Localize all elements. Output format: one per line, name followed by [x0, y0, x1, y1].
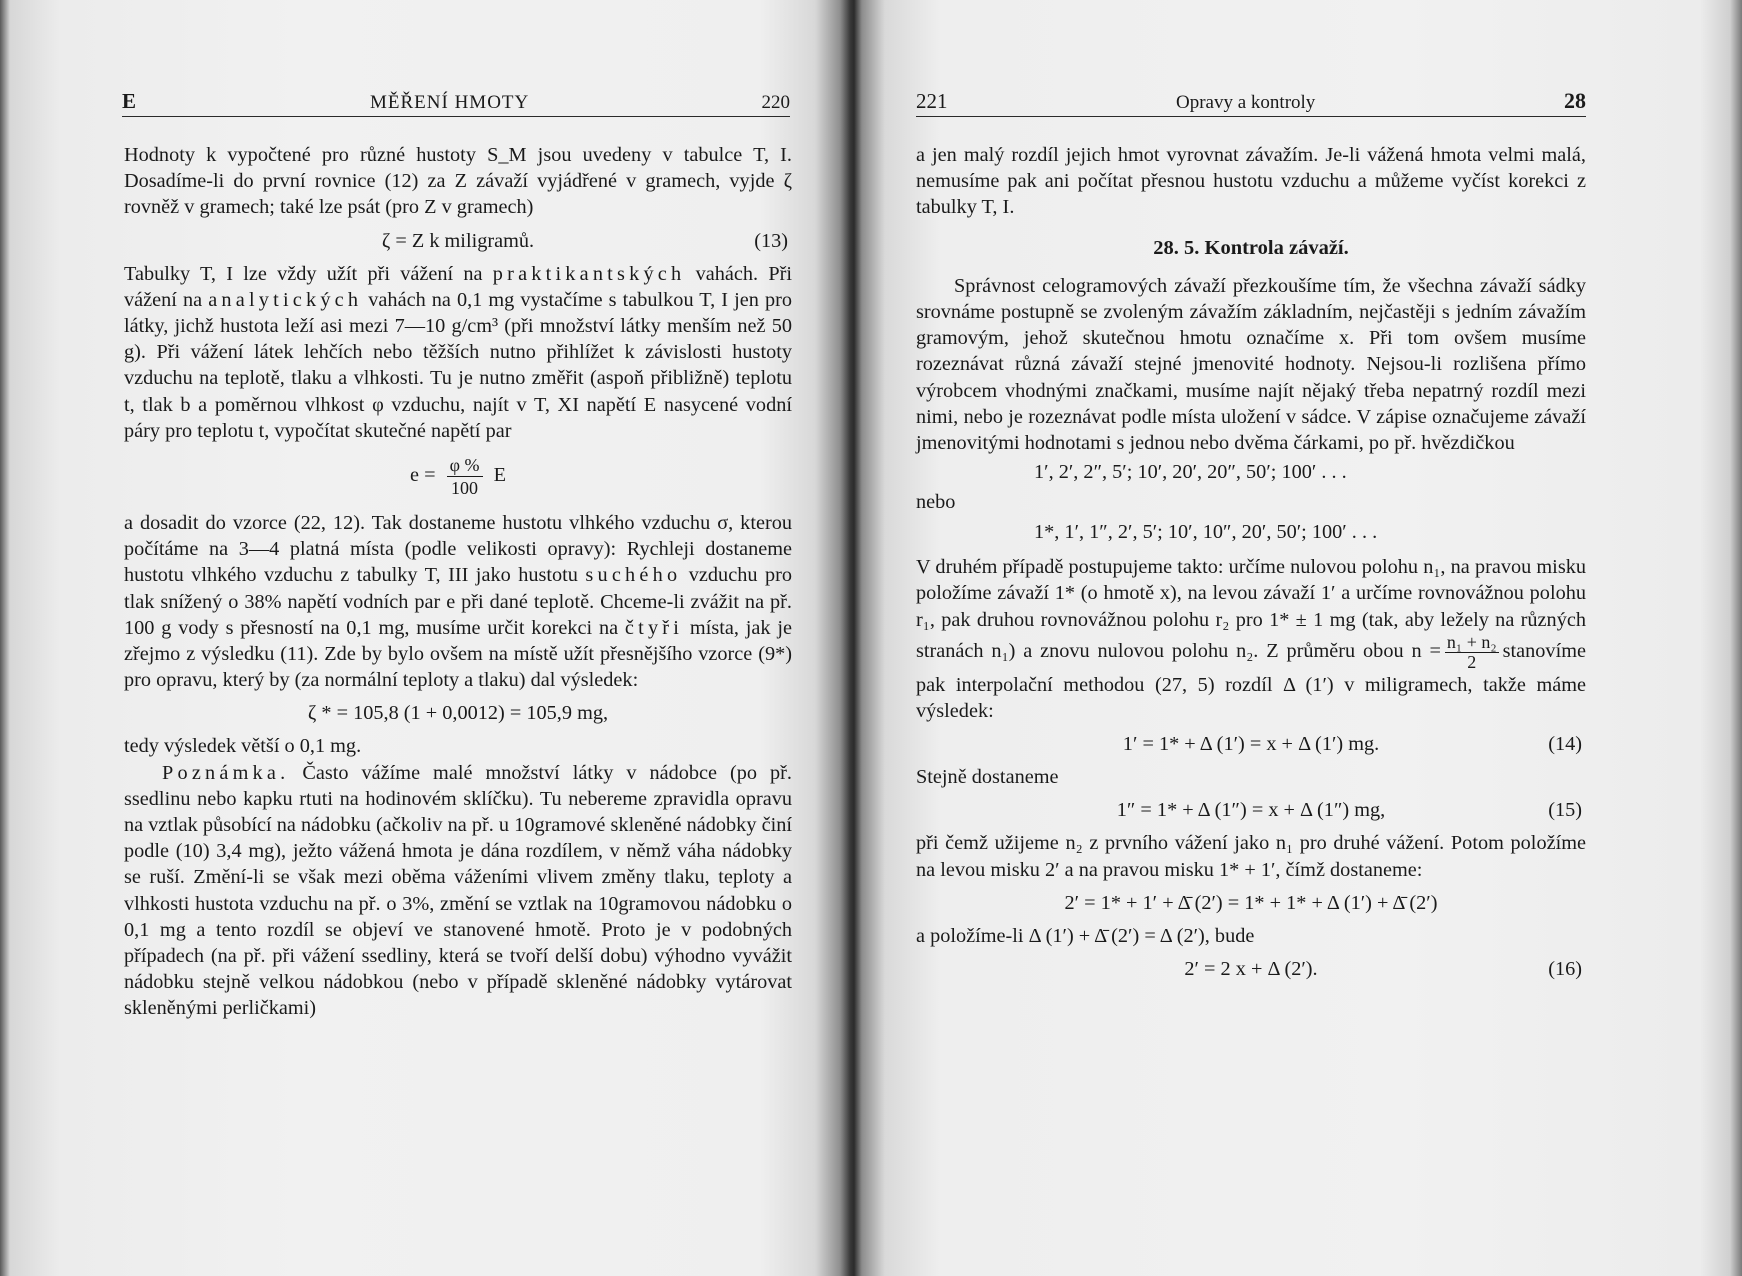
inline-fraction [1445, 633, 1499, 672]
equation-zeta [124, 699, 792, 727]
equation-text: 2′ = 2 x + Δ (2′). [1184, 958, 1318, 981]
fraction [447, 454, 483, 499]
equation-text: 1′ = 1* + Δ (1′) = x + Δ (1′) mg. [1122, 733, 1380, 756]
paragraph: při čemž užijeme n₂ z prvního vážení jako n₁ pro druhé vážení. Potom položíme na levou misku 2′ a na pravou misku 1* + 1′, čímž dostaneme: [916, 832, 1586, 881]
equation-14 [916, 730, 1586, 758]
equation-rhs: E [493, 464, 506, 487]
equation-13 [124, 227, 792, 255]
left-body-text [124, 142, 792, 1022]
text-run: V druhém případě postupujeme takto: určíme nulovou polohu n₁, na pravou misku položíme závaží 1* (o hmotě x), na levou závaží 1′ a určíme rovnovážnou polohu r₁, pak druhou rovnovážnou polohu r₂ pro 1* ± 1 mg (tak, aby ležely na různých stranách n₁) a znovu nulovou polohu n₂. Z průměru obou n = [916, 556, 1586, 662]
weight-list-1: 1′, 2′, 2″, 5′; 10′, 20′, 20″, 50′; 100′ . . . [1034, 461, 1347, 484]
paragraph [124, 510, 792, 693]
section-heading: 28. 5. Kontrola závaží. [1153, 236, 1349, 259]
paragraph [124, 261, 792, 444]
weight-list-2: 1*, 1′, 1″, 2′, 5′; 10′, 10″, 20′, 50′; 100′ . . . [1034, 521, 1378, 544]
paragraph: tedy výsledek větší o 0,1 mg. [124, 735, 362, 758]
paragraph-note [124, 760, 792, 1022]
equation-number: (16) [1548, 958, 1582, 981]
paragraph [916, 554, 1586, 724]
spaced-text: čtyři [624, 616, 684, 639]
paragraph: a jen malý rozdíl jejich hmot vyrovnat závažím. Je-li vážená hmota velmi malá, nemusíme pak ani počítat přesnou hustotu vzduchu a můžeme vyčíst korekci z tabulky T, I. [916, 144, 1586, 219]
equation-number: (13) [754, 229, 788, 252]
text-run: vahách na 0,1 mg vystačíme s tabulkou T, I jen pro látky, jichž hustota leží asi mezi 7—10 g/cm³ (při množství látky menším než 50 g). Při vážení látek lehčích nebo těžších nutno přihlížet k závislosti hustoty vzduchu na teplotě, tlaku a vlhkosti. Tu je nutno změřit (aspoň přibližně) teplotu t, tlak b a poměrnou vlhkost φ vzduchu, najít v T, XI napětí E nasycené vodní páry pro teplotu t, vypočítat skutečné napětí par [124, 288, 792, 442]
connector-text: nebo [916, 491, 956, 514]
right-page [860, 0, 1742, 1276]
chapter-number: 28 [1564, 88, 1586, 113]
paragraph: a položíme-li Δ (1′) + Δ̄ (2′) = Δ (2′), bude [916, 924, 1255, 947]
running-title: MĚŘENÍ HMOTY [370, 92, 530, 113]
left-page [0, 0, 850, 1276]
spaced-text: suchého [585, 564, 682, 587]
page-number: 221 [916, 89, 948, 113]
text-run: Tabulky T, I lze vždy užít při vážení na [124, 262, 483, 285]
page-number: 220 [761, 92, 790, 113]
equation-text: 1″ = 1* + Δ (1″) = x + Δ (1″) mg, [1116, 799, 1386, 822]
equation-text: ζ = Z k miligramů. [381, 229, 535, 252]
fraction-numerator: φ % [447, 454, 483, 477]
left-running-header [122, 88, 790, 117]
equation-vapor-pressure [124, 448, 792, 502]
right-running-header [916, 88, 1586, 117]
equation-16 [916, 955, 1586, 983]
section-letter: E [122, 89, 137, 113]
spaced-text: praktikantských [492, 262, 686, 285]
equation-text: ζ * = 105,8 (1 + 0,0012) = 105,9 mg, [307, 702, 609, 725]
equation-number: (15) [1548, 799, 1582, 822]
equation-lhs: e = [410, 464, 436, 487]
running-title: Opravy a kontroly [1176, 92, 1316, 113]
text-run: Často vážíme malé množství látky v nádobce (po př. ssedlinu nebo kapku rtuti na hodinovém sklíčku). Tu nebereme zpravidla opravu na vztlak působící na nádobku (ačkoliv na př. u 10gramové skleněné nádobky činí podle (10) 3,4 mg), ježto vážená hmota je dána rozdílem, v němž váha nádobky se ruší. Změní-li se však mezi oběma váženími vlivem změny tlaku, teploty a vlhkosti hustota vzduchu na př. o 3%, změní se vztlak na 10gramovou nádobku o 0,1 mg a tento rozdíl se objeví ve stanovené hmotě. Proto je v podobných případech (na př. při vážení ssedliny, která se tvoří delší dobu) výhodno vyvážit nádobku stejně velkou nádobkou (nebo v případě skleněné nádobky vytárovat skleněnými perličkami) [124, 761, 792, 1020]
text-run: stanovíme pak interpolační methodou (27, 5) rozdíl Δ (1′) v miligramech, takže máme výsledek: [916, 640, 1586, 723]
paragraph: Hodnoty k vypočtené pro různé hustoty S_M jsou uvedeny v tabulce T, I. Dosadíme-li do první rovnice (12) za Z závaží vyjádřené v gramech, vyjde ζ rovněž v gramech; také lze psát (pro Z v gramech) [124, 144, 792, 219]
equation-number: (14) [1548, 733, 1582, 756]
spaced-text: analytických [208, 288, 363, 311]
paragraph: Stejně dostaneme [916, 766, 1059, 789]
right-body-text [916, 142, 1586, 989]
text-run: vzduchu pro tlak snížený o 38% napětí vodních par e při dané teplotě. Chceme-li zvážit na př. 100 g vody s přesností na 0,1 mg, musíme určit korekci na [124, 564, 792, 639]
fraction-denominator: 2 [1467, 651, 1477, 672]
paragraph: Správnost celogramových závaží přezkoušíme tím, že všechna závaží sádky srovnáme postupně se zvoleným závažím základním, nejčastěji s jedním závažím gramovým, jehož skutečnou hmotu označíme x. Při tom ovšem musíme rozeznávat různá závaží stejné jmenovité hodnoty. Nejsou-li rozlišena přímo výrobcem vhodnými značkami, musíme najít nějaký třeba nepatrný rozdíl mezi nimi, nebo je rozeznávat podle místa uložení v sádce. V zápise označujeme závaží jmenovitými hodnotami s jednou nebo dvěma čárkami, po př. hvězdičkou [916, 274, 1586, 455]
fraction-denominator: 100 [451, 477, 479, 498]
fraction-numerator: n₁ + n₂ [1446, 631, 1497, 652]
text-run: a dosadit do vzorce (22, 12). Tak dostaneme hustotu vlhkého vzduchu σ, kterou počítáme na 3—4 platná místa (podle velikosti opravy): Rychleji dostaneme hustotu vlhkého vzduchu z tabulky T, III jako hustotu [124, 512, 792, 587]
note-label: Poznámka. [162, 761, 290, 784]
equation-15 [916, 796, 1586, 824]
text-run: vahách. Při vážení na [124, 262, 792, 311]
text-run: místa, jak je zřejmo z výsledku (11). Zde by bylo ovšem na místě užít přesnějšího vzorce (9*) pro opravu, který by (za normální teploty a tlaku) dal výsledek: [124, 616, 792, 692]
equation-text: 2′ = 1* + 1′ + Δ̄ (2′) = 1* + 1* + Δ (1′) + Δ̄ (2′) [1064, 891, 1438, 914]
equation-2-prime [916, 889, 1586, 917]
